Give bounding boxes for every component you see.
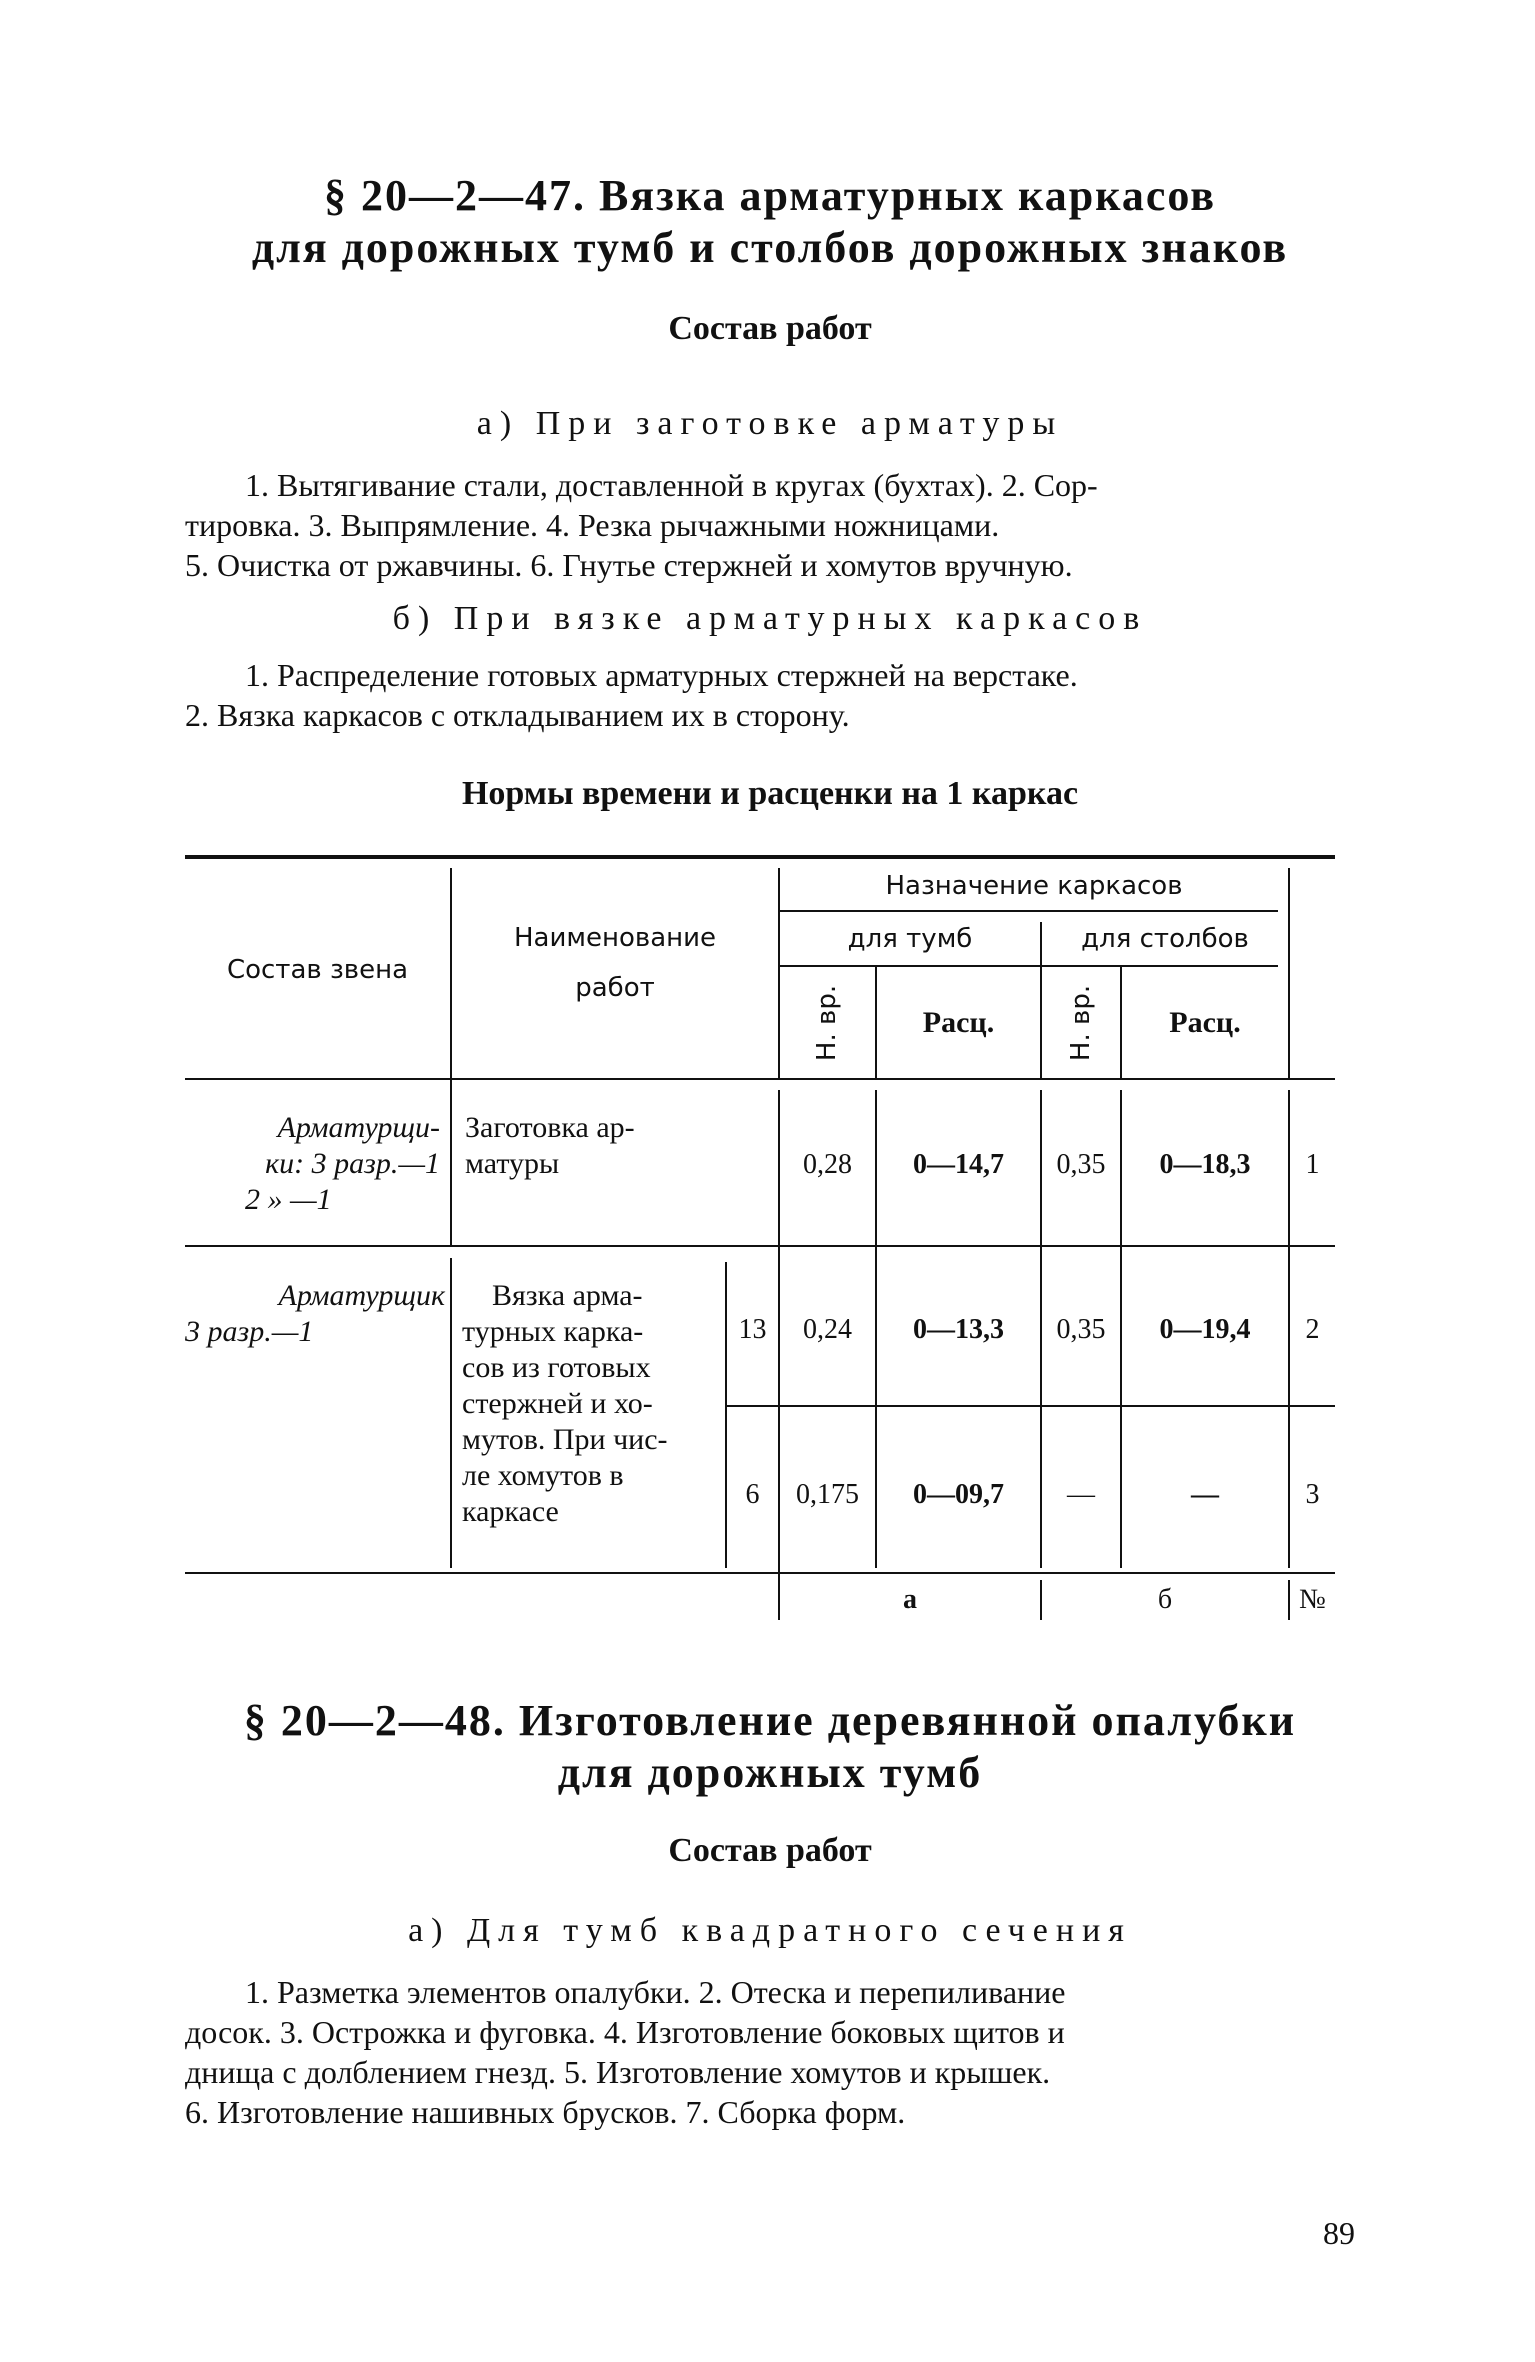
subsection-b-heading: б) При вязке арматурных каркасов	[392, 600, 1148, 637]
row1-a-rate: 0—14,7	[913, 1149, 1004, 1180]
norms-heading: Нормы времени и расценки на 1 каркас	[461, 775, 1079, 812]
row2-b-rate: 0—19,4	[1159, 1314, 1251, 1345]
col-rule-num-hdr	[1288, 868, 1290, 1078]
subsection-b-line2: 2. Вязка каркасов с откладыванием их в сторону.	[185, 697, 850, 733]
row1-work-line1: Заготовка ар-	[465, 1111, 635, 1144]
section2-line4: 6. Изготовление нашивных брусков. 7. Сборка форм.	[185, 2094, 906, 2130]
page-number: 89	[1323, 2215, 1355, 2251]
footer-a: а	[903, 1584, 917, 1615]
subsection-a-line2: тировка. 3. Выпрямление. 4. Резка рычажными ножницами.	[185, 507, 1000, 543]
section2-subsection-a-heading: а) Для тумб квадратного сечения	[408, 1912, 1132, 1949]
row2-sub-n: 13	[738, 1314, 767, 1345]
row1-b-rate: 0—18,3	[1159, 1149, 1251, 1180]
composition-heading: Состав работ	[668, 310, 872, 347]
section2-title-line2: для дорожных тумб	[557, 1748, 983, 1797]
header-b-norm	[1042, 968, 1120, 1078]
row2-work	[462, 1278, 720, 1530]
header-b-rate: Расц.	[1169, 1006, 1241, 1039]
subsection-a-heading: а) При заготовке арматуры	[476, 405, 1064, 442]
row2-b-norm: 0,35	[1056, 1314, 1106, 1345]
header-a-norm-label: Н. вр.	[812, 984, 843, 1062]
row2-crew-line1: Арматурщик	[278, 1279, 445, 1312]
footer-number-sign: №	[1299, 1584, 1326, 1615]
header-purpose: Назначение каркасов	[885, 871, 1183, 901]
footer-rule	[778, 1572, 1278, 1574]
section-title-line2: для дорожных тумб и столбов дорожных знаков	[251, 223, 1289, 272]
row1-crew-line1: Арматурщи-	[277, 1111, 440, 1144]
header-a-rate: Расц.	[922, 1006, 995, 1039]
row2-work-line5: мутов. При чис-	[462, 1423, 668, 1456]
subsection-b-line1: 1. Распределение готовых арматурных стержней на верстаке.	[245, 657, 1078, 693]
row2-a-rate: 0—13,3	[913, 1314, 1004, 1345]
header-work-line1: Наименование	[513, 922, 717, 953]
section2-line2: досок. 3. Острожка и фуговка. 4. Изготовление боковых щитов и	[185, 2014, 1065, 2050]
section2-line1: 1. Разметка элементов опалубки. 2. Отеска и перепиливание	[245, 1974, 1066, 2010]
header-a-norm	[780, 968, 875, 1078]
row2-work-line3: сов из готовых	[462, 1351, 651, 1384]
subsection-a-line1: 1. Вытягивание стали, доставленной в кругах (бухтах). 2. Сор-	[245, 467, 1098, 503]
row2-crew	[185, 1278, 445, 1350]
subgroup-rule	[778, 965, 1278, 967]
row1-bottom-rule	[185, 1245, 1335, 1247]
subsection-a-line3: 5. Очистка от ржавчины. 6. Гнутье стержней и хомутов вручную.	[185, 547, 1073, 583]
row2-work-line6: ле хомутов в	[462, 1459, 624, 1492]
row3-b-norm: —	[1067, 1479, 1095, 1510]
row3-b-rate: —	[1191, 1479, 1219, 1510]
row2-work-line2: турных карка-	[462, 1315, 644, 1348]
row3-a-norm: 0,175	[796, 1479, 859, 1510]
row2-work-line4: стержней и хо-	[462, 1387, 653, 1420]
row1-number: 1	[1305, 1149, 1320, 1180]
row2-bottom-rule	[725, 1405, 1335, 1407]
section2-text	[185, 1972, 1340, 2132]
section2-line3: днища с долблением гнезд. 5. Изготовление хомутов и крышек.	[185, 2054, 1051, 2090]
header-bottom-rule	[185, 1078, 1335, 1080]
section2-composition-heading: Состав работ	[668, 1832, 872, 1869]
row1-work	[465, 1110, 725, 1182]
section2-title-line1: § 20—2—48. Изготовление деревянной опалубки	[243, 1696, 1297, 1745]
row1-b-norm: 0,35	[1056, 1149, 1106, 1180]
row2-work-line7: каркасе	[462, 1495, 559, 1528]
col-rule-crew-2	[450, 1258, 452, 1568]
row3-a-rate: 0—09,7	[913, 1479, 1004, 1510]
row1-work-line2: матуры	[465, 1147, 560, 1180]
row2-crew-line2: 3 разр.—1	[185, 1315, 314, 1348]
header-work-line2: работ	[575, 972, 655, 1003]
section-title-line1: § 20—2—47. Вязка арматурных каркасов	[323, 171, 1217, 220]
row1-a-norm: 0,28	[803, 1149, 852, 1180]
row2-number: 2	[1305, 1314, 1320, 1345]
row3-sub-n: 6	[745, 1479, 760, 1510]
header-crew: Состав звена	[226, 955, 409, 985]
header-b-norm-label: Н. вр.	[1065, 984, 1096, 1062]
footer-b: б	[1157, 1584, 1173, 1615]
row2-a-norm: 0,24	[803, 1314, 852, 1345]
purpose-rule	[778, 910, 1278, 912]
row1-crew	[185, 1110, 440, 1218]
row2-work-line1: Вязка арма-	[492, 1279, 643, 1312]
table-top-rule	[185, 855, 1335, 859]
header-for-poles: для столбов	[1081, 924, 1249, 954]
row1-crew-line3: 2 » —1	[245, 1183, 332, 1216]
row3-number: 3	[1305, 1479, 1320, 1510]
row1-crew-line2: ки: 3 разр.—1	[265, 1147, 440, 1180]
header-for-posts: для тумб	[847, 924, 973, 954]
